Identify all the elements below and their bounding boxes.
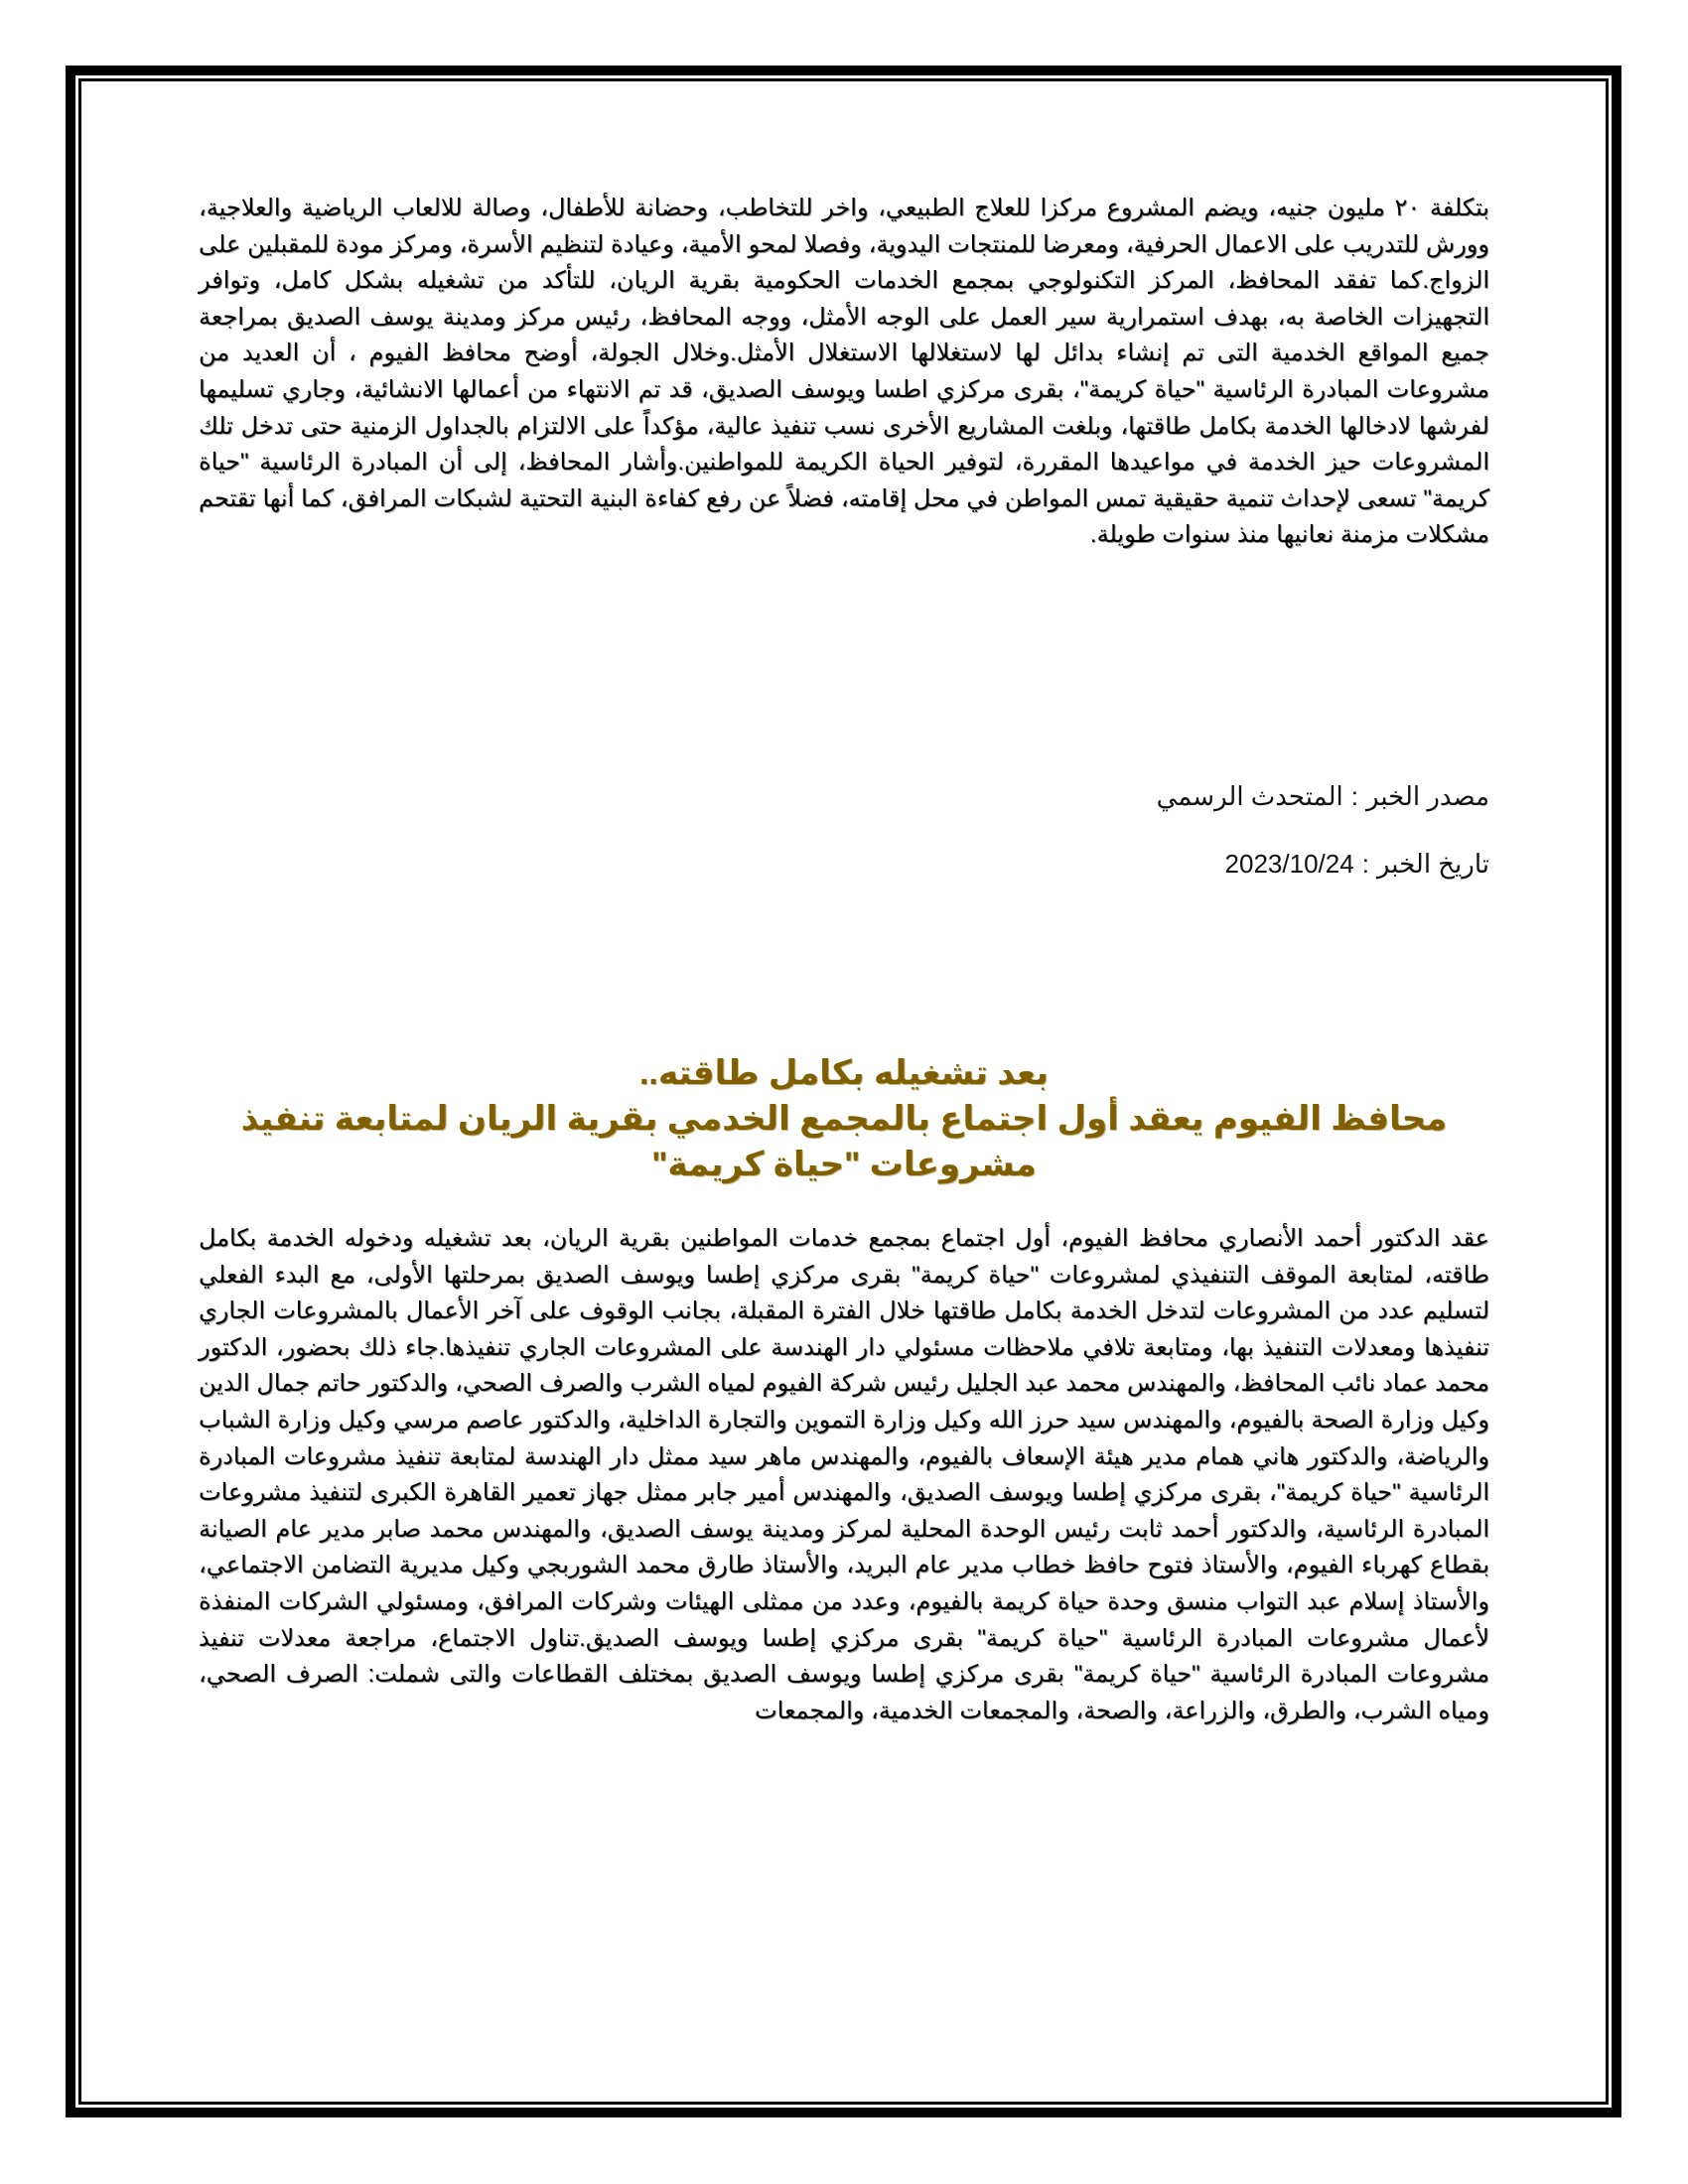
headline-kicker: بعد تشغيله بكامل طاقته..	[638, 1054, 1050, 1092]
news-source-line	[199, 776, 1489, 816]
news-date-label: تاريخ الخبر	[1376, 849, 1489, 879]
article-headline	[199, 1050, 1489, 1187]
article-body-paragraph: عقد الدكتور أحمد الأنصاري محافظ الفيوم، أول اجتماع بمجمع خدمات المواطنين بقرية الريان، بعد تشغيله ودخوله الخدمة بكامل طاقته، لمتابعة الموقف التنفيذي لمشروعات "حياة كريمة" بقرى مركزي إطسا ويوسف الصديق بمرحلتها الأولى، مع البدء الفعلي لتسليم عدد من المشروعات لتدخل الخدمة بكامل طاقتها خلال الفترة المقبلة، بجانب الوقوف على آخر الأعمال بالمشروعات الجاري تنفيذها ومعدلات التنفيذ بها، ومتابعة تلافي ملاحظات مسئولي دار الهندسة على المشروعات الجاري تنفيذها.جاء ذلك بحضور، الدكتور محمد عماد نائب المحافظ، والمهندس محمد عبد الجليل رئيس شركة الفيوم لمياه الشرب والصرف الصحي، والدكتور حاتم جمال الدين وكيل وزارة الصحة بالفيوم، والمهندس سيد حرز الله وكيل وزارة التموين والتجارة الداخلية، والدكتور عاصم مرسي وكيل وزارة الشباب والرياضة، والدكتور هاني همام مدير هيئة الإسعاف بالفيوم، والمهندس ماهر سيد ممثل دار الهندسة لمتابعة تنفيذ مشروعات المبادرة الرئاسية "حياة كريمة"، بقرى مركزي إطسا ويوسف الصديق، والمهندس أمير جابر ممثل جهاز تعمير القاهرة الكبرى لتنفيذ مشروعات المبادرة الرئاسية، والدكتور أحمد ثابت رئيس الوحدة المحلية لمركز ومدينة يوسف الصديق، والمهندس محمد صابر مدير عام الصيانة بقطاع كهرباء الفيوم، والأستاذ فتوح حافظ خطاب مدير عام البريد، والأستاذ طارق محمد الشوربجي وكيل مديرية التضامن الاجتماعي، والأستاذ إسلام عبد التواب منسق وحدة حياة كريمة بالفيوم، وعدد من ممثلى الهيئات وشركات المرافق، ومسئولي الشركات المنفذة لأعمال مشروعات المبادرة الرئاسية "حياة كريمة" بقرى مركزي إطسا ويوسف الصديق.تناول الاجتماع، مراجعة معدلات تنفيذ مشروعات المبادرة الرئاسية "حياة كريمة" بقرى مركزي إطسا ويوسف الصديق بمختلف القطاعات والتى شملت: الصرف الصحي، ومياه الشرب، والطرق، والزراعة، والصحة، والمجمعات الخدمية، والمجمعات	[199, 1225, 1489, 1724]
news-date-line	[199, 844, 1489, 884]
news-source-label: مصدر الخبر	[1365, 781, 1489, 811]
continued-article-paragraph: بتكلفة ٢٠ مليون جنيه، ويضم المشروع مركزا للعلاج الطبيعي، واخر للتخاطب، وحضانة للأطفال، وصالة للالعاب الرياضية والعلاجية، وورش للتدريب على الاعمال الحرفية، ومعرضا للمنتجات اليدوية، وفصلا لمحو الأمية، وعيادة لتنظيم الأسرة، ومركز مودة للمقبلين على الزواج.كما تفقد المحافظ، المركز التكنولوجي بمجمع الخدمات الحكومية بقرية الريان، للتأكد من تشغيله بشكل كامل، وتوافر التجهيزات الخاصة به، بهدف استمرارية سير العمل على الوجه الأمثل، ووجه المحافظ، رئيس مركز ومدينة يوسف الصديق بمراجعة جميع المواقع الخدمية التى تم إنشاء بدائل لها لاستغلالها الاستغلال الأمثل.وخلال الجولة، أوضح محافظ الفيوم ، أن العديد من مشروعات المبادرة الرئاسية "حياة كريمة"، بقرى مركزي اطسا ويوسف الصديق، قد تم الانتهاء من أعمالها الانشائية، وجاري تسليمها لفرشها لادخالها الخدمة بكامل طاقتها، وبلغت المشاريع الأخرى نسب تنفيذ عالية، مؤكداً على الالتزام بالجداول الزمنية حتى تدخل تلك المشروعات حيز الخدمة في مواعيدها المقررة، لتوفير الحياة الكريمة للمواطنين.وأشار المحافظ، إلى أن المبادرة الرئاسية "حياة كريمة" تسعى لإحداث تنمية حقيقية تمس المواطن في محل إقامته، فضلاً عن رفع كفاءة البنية التحتية لشبكات المرافق، كما أنها تقتحم مشكلات مزمنة نعانيها منذ سنوات طويلة.	[199, 195, 1490, 549]
news-source-separator: :	[1350, 781, 1358, 811]
news-source-value: المتحدث الرسمي	[1156, 781, 1343, 811]
news-date-value: 2023/10/24	[1224, 849, 1354, 879]
headline-main-line: محافظ الفيوم يعقد أول اجتماع بالمجمع الخدمي بقرية الريان لمتابعة تنفيذ	[240, 1100, 1448, 1138]
headline-main-line-continued: مشروعات "حياة كريمة"	[651, 1146, 1037, 1183]
news-date-separator: :	[1361, 849, 1369, 879]
